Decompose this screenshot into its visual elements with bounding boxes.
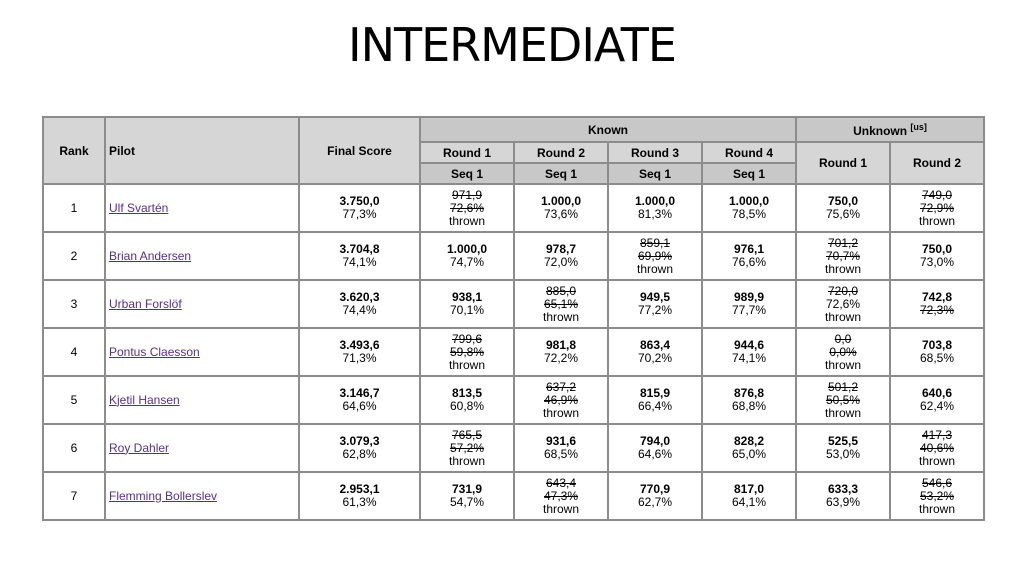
header-unknown-label: Unknown	[853, 123, 908, 138]
thrown-label: thrown	[636, 261, 674, 276]
thrown-label: thrown	[542, 501, 580, 516]
round-score-percent: 54,7%	[449, 495, 485, 509]
round-score-percent: 57,2%	[449, 440, 485, 455]
round-score-percent: 59,8%	[449, 344, 485, 359]
round-score-cell	[420, 328, 514, 376]
round-score-percent: 47,3%	[543, 488, 579, 503]
round-score-percent: 69,9%	[637, 248, 673, 263]
round-score-value: 981,8	[545, 338, 577, 352]
round-score-percent: 63,9%	[825, 495, 861, 509]
round-score-percent: 72,2%	[543, 351, 579, 365]
final-score-percent: 64,6%	[342, 399, 377, 413]
round-score-percent: 72,6%	[825, 296, 861, 311]
table-row	[43, 424, 984, 472]
round-score-value: 1.000,0	[540, 194, 582, 208]
final-score-cell	[299, 328, 420, 376]
round-score-percent: 40,6%	[919, 440, 955, 455]
rank-cell: 1	[43, 184, 105, 232]
round-score-value: 813,5	[451, 386, 483, 400]
round-score-cell	[702, 424, 796, 472]
thrown-label: thrown	[824, 405, 862, 420]
table-row	[43, 376, 984, 424]
round-score-value: 731,9	[451, 482, 483, 496]
pilot-link[interactable]: Flemming Bollerslev	[109, 488, 218, 503]
pilot-link[interactable]: Brian Andersen	[109, 248, 192, 263]
round-score-percent: 70,7%	[825, 248, 861, 263]
round-score-value: 931,6	[545, 434, 577, 448]
round-score-cell	[702, 376, 796, 424]
round-score-cell	[608, 184, 702, 232]
round-score-percent: 68,5%	[543, 447, 579, 461]
final-score-cell	[299, 232, 420, 280]
round-score-percent: 65,1%	[543, 296, 579, 311]
round-score-value: 546,6	[921, 475, 953, 490]
results-body	[43, 184, 984, 520]
round-score-cell	[420, 184, 514, 232]
header-seq: Seq 1	[420, 163, 514, 184]
round-score-value: 944,6	[733, 338, 765, 352]
pilot-link[interactable]: Kjetil Hansen	[109, 392, 180, 407]
final-score-cell	[299, 424, 420, 472]
results-table	[42, 116, 985, 521]
round-score-cell	[608, 376, 702, 424]
pilot-cell	[105, 376, 299, 424]
round-score-percent: 62,4%	[919, 399, 955, 413]
header-pilot: Pilot	[105, 117, 299, 184]
final-score-value: 3.620,3	[339, 290, 380, 304]
round-score-percent: 77,2%	[637, 303, 673, 317]
round-score-cell	[702, 472, 796, 520]
round-score-cell	[608, 328, 702, 376]
round-score-percent: 0,0%	[829, 344, 857, 359]
header-seq: Seq 1	[514, 163, 608, 184]
rank-cell: 4	[43, 328, 105, 376]
round-score-value: 1.000,0	[446, 242, 488, 256]
rank-cell: 5	[43, 376, 105, 424]
round-score-cell	[890, 328, 984, 376]
round-score-value: 828,2	[733, 434, 765, 448]
round-score-cell	[514, 472, 608, 520]
round-score-cell	[514, 424, 608, 472]
final-score-value: 2.953,1	[339, 482, 380, 496]
table-row	[43, 184, 984, 232]
header-final-score: Final Score	[299, 117, 420, 184]
round-score-value: 742,8	[921, 290, 953, 304]
round-score-cell	[796, 232, 890, 280]
round-score-value: 720,0	[827, 283, 859, 298]
round-score-percent: 53,0%	[825, 447, 861, 461]
pilot-link[interactable]: Pontus Claesson	[109, 344, 200, 359]
round-score-cell	[796, 280, 890, 328]
round-score-value: 799,6	[451, 331, 483, 346]
round-score-cell	[890, 424, 984, 472]
final-score-value: 3.079,3	[339, 434, 380, 448]
round-score-value: 817,0	[733, 482, 765, 496]
round-score-cell	[514, 280, 608, 328]
round-score-cell	[796, 328, 890, 376]
round-score-percent: 64,6%	[637, 447, 673, 461]
round-score-cell	[608, 232, 702, 280]
round-score-cell	[608, 424, 702, 472]
round-score-value: 770,9	[639, 482, 671, 496]
final-score-value: 3.493,6	[339, 338, 380, 352]
round-score-cell	[890, 280, 984, 328]
round-score-percent: 70,2%	[637, 351, 673, 365]
round-score-percent: 53,2%	[919, 488, 955, 503]
round-score-percent: 77,7%	[731, 303, 767, 317]
round-score-value: 501,2	[827, 379, 859, 394]
table-row	[43, 232, 984, 280]
page-title: INTERMEDIATE	[348, 18, 676, 72]
round-score-cell	[796, 376, 890, 424]
round-score-cell	[514, 232, 608, 280]
thrown-label: thrown	[824, 309, 862, 324]
pilot-link[interactable]: Roy Dahler	[109, 440, 170, 455]
round-score-percent: 72,9%	[919, 200, 955, 215]
final-score-percent: 74,4%	[342, 303, 377, 317]
final-score-value: 3.146,7	[339, 386, 380, 400]
final-score-percent: 74,1%	[342, 255, 377, 269]
header-unknown-round: Round 2	[890, 142, 984, 184]
round-score-value: 876,8	[733, 386, 765, 400]
round-score-cell	[608, 280, 702, 328]
round-score-value: 971,9	[451, 187, 483, 202]
round-score-value: 0,0	[834, 331, 852, 346]
round-score-value: 417,3	[921, 427, 953, 442]
round-score-value: 640,6	[921, 386, 953, 400]
round-score-value: 949,5	[639, 290, 671, 304]
round-score-cell	[608, 472, 702, 520]
round-score-value: 794,0	[639, 434, 671, 448]
round-score-percent: 72,6%	[449, 200, 485, 215]
round-score-percent: 65,0%	[731, 447, 767, 461]
round-score-cell	[702, 280, 796, 328]
round-score-percent: 76,6%	[731, 255, 767, 269]
round-score-value: 703,8	[921, 338, 953, 352]
round-score-cell	[514, 328, 608, 376]
final-score-percent: 77,3%	[342, 207, 377, 221]
table-row	[43, 472, 984, 520]
round-score-percent: 64,1%	[731, 495, 767, 509]
round-score-value: 525,5	[827, 434, 859, 448]
pilot-link[interactable]: Ulf Svartén	[109, 200, 169, 215]
final-score-percent: 71,3%	[342, 351, 377, 365]
header-known-round: Round 2	[514, 142, 608, 163]
round-score-value: 765,5	[451, 427, 483, 442]
header-known-round: Round 4	[702, 142, 796, 163]
thrown-label: thrown	[448, 357, 486, 372]
round-score-cell	[514, 184, 608, 232]
round-score-cell	[702, 184, 796, 232]
round-score-percent: 46,9%	[543, 392, 579, 407]
round-score-percent: 78,5%	[731, 207, 767, 221]
round-score-value: 633,3	[827, 482, 859, 496]
round-score-value: 859,1	[639, 235, 671, 250]
round-score-percent: 68,8%	[731, 399, 767, 413]
round-score-cell	[420, 376, 514, 424]
round-score-value: 701,2	[827, 235, 859, 250]
round-score-value: 976,1	[733, 242, 765, 256]
rank-cell: 3	[43, 280, 105, 328]
thrown-label: thrown	[824, 357, 862, 372]
header-seq: Seq 1	[702, 163, 796, 184]
final-score-value: 3.704,8	[339, 242, 380, 256]
pilot-link[interactable]: Urban Forslöf	[109, 296, 182, 311]
round-score-value: 1.000,0	[728, 194, 770, 208]
round-score-cell	[796, 472, 890, 520]
pilot-cell	[105, 328, 299, 376]
round-score-cell	[890, 376, 984, 424]
round-score-percent: 72,0%	[543, 255, 579, 269]
round-score-cell	[796, 184, 890, 232]
header-unknown	[796, 117, 984, 142]
rank-cell: 2	[43, 232, 105, 280]
rank-cell: 6	[43, 424, 105, 472]
round-score-percent: 50,5%	[825, 392, 861, 407]
round-score-percent: 74,1%	[731, 351, 767, 365]
final-score-percent: 62,8%	[342, 447, 377, 461]
round-score-cell	[420, 424, 514, 472]
thrown-label: thrown	[542, 309, 580, 324]
round-score-value: 643,4	[545, 475, 577, 490]
round-score-percent: 68,5%	[919, 351, 955, 365]
round-score-cell	[890, 472, 984, 520]
round-score-value: 885,0	[545, 283, 577, 298]
pilot-cell	[105, 184, 299, 232]
round-score-value: 749,0	[921, 187, 953, 202]
header-known-round: Round 1	[420, 142, 514, 163]
round-score-cell	[420, 232, 514, 280]
round-score-percent: 73,6%	[543, 207, 579, 221]
round-score-value: 750,0	[921, 242, 953, 256]
final-score-percent: 61,3%	[342, 495, 377, 509]
round-score-percent: 66,4%	[637, 399, 673, 413]
final-score-value: 3.750,0	[339, 194, 380, 208]
thrown-label: thrown	[448, 453, 486, 468]
thrown-label: thrown	[918, 213, 956, 228]
header-unknown-ref[interactable]: [us]	[910, 121, 927, 132]
round-score-percent: 60,8%	[449, 399, 485, 413]
thrown-label: thrown	[918, 501, 956, 516]
round-score-percent: 72,3%	[919, 303, 955, 317]
header-known: Known	[420, 117, 796, 142]
thrown-label: thrown	[448, 213, 486, 228]
round-score-percent: 81,3%	[637, 207, 673, 221]
header-seq: Seq 1	[608, 163, 702, 184]
round-score-value: 750,0	[827, 194, 859, 208]
header-unknown-round: Round 1	[796, 142, 890, 184]
final-score-cell	[299, 472, 420, 520]
pilot-cell	[105, 424, 299, 472]
round-score-value: 815,9	[639, 386, 671, 400]
round-score-cell	[420, 472, 514, 520]
round-score-cell	[514, 376, 608, 424]
table-row	[43, 280, 984, 328]
pilot-cell	[105, 232, 299, 280]
final-score-cell	[299, 184, 420, 232]
round-score-value: 863,4	[639, 338, 671, 352]
round-score-percent: 62,7%	[637, 495, 673, 509]
round-score-value: 978,7	[545, 242, 577, 256]
header-known-round: Round 3	[608, 142, 702, 163]
rank-cell: 7	[43, 472, 105, 520]
round-score-cell	[702, 232, 796, 280]
round-score-value: 989,9	[733, 290, 765, 304]
round-score-cell	[796, 424, 890, 472]
round-score-percent: 73,0%	[919, 255, 955, 269]
thrown-label: thrown	[542, 405, 580, 420]
thrown-label: thrown	[824, 261, 862, 276]
round-score-value: 637,2	[545, 379, 577, 394]
round-score-cell	[890, 184, 984, 232]
round-score-value: 1.000,0	[634, 194, 676, 208]
final-score-cell	[299, 376, 420, 424]
round-score-percent: 70,1%	[449, 303, 485, 317]
round-score-cell	[420, 280, 514, 328]
pilot-cell	[105, 280, 299, 328]
header-rank: Rank	[43, 117, 105, 184]
table-row	[43, 328, 984, 376]
round-score-percent: 74,7%	[449, 255, 485, 269]
thrown-label: thrown	[918, 453, 956, 468]
round-score-cell	[702, 328, 796, 376]
final-score-cell	[299, 280, 420, 328]
round-score-value: 938,1	[451, 290, 483, 304]
round-score-cell	[890, 232, 984, 280]
pilot-cell	[105, 472, 299, 520]
round-score-percent: 75,6%	[825, 207, 861, 221]
